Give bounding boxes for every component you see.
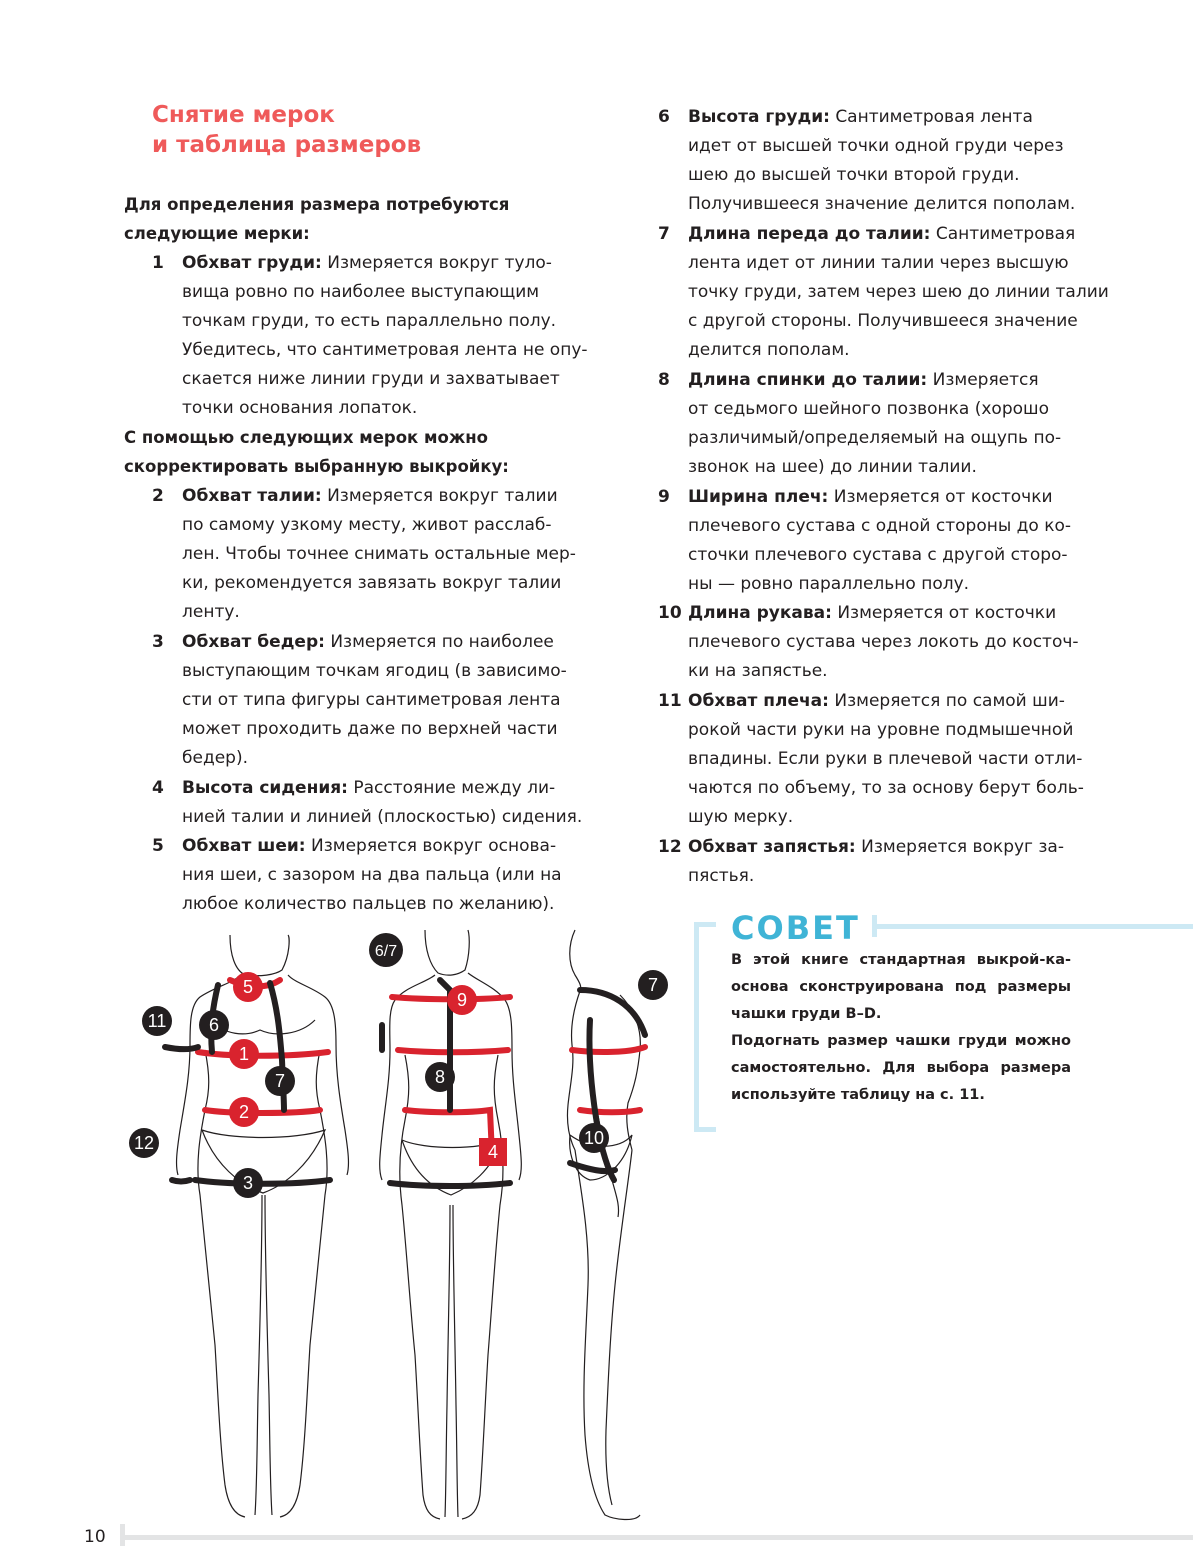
tip-body — [731, 947, 1071, 1109]
item-number: 10 — [658, 603, 682, 623]
title-line-2: и таблица размеров — [152, 132, 422, 158]
label-10 — [579, 1123, 609, 1153]
svg-text:10: 10 — [583, 1128, 605, 1148]
item-number: 4 — [152, 778, 164, 798]
tape-sleeve-length — [589, 1020, 614, 1180]
svg-text:2: 2 — [238, 1102, 250, 1122]
item-number: 3 — [152, 632, 164, 652]
item-term: Обхват груди: — [182, 253, 322, 273]
label-12 — [129, 1128, 159, 1158]
tape-hip-back — [390, 1183, 510, 1186]
svg-text:6/7: 6/7 — [374, 943, 398, 960]
item-number: 5 — [152, 836, 164, 856]
label-6-7 — [369, 933, 403, 967]
svg-text:12: 12 — [133, 1133, 155, 1153]
tape-bust-side — [572, 1047, 645, 1052]
page-number: 10 — [84, 1527, 106, 1547]
figure-labels — [129, 933, 668, 1198]
label-9 — [447, 985, 477, 1015]
measure-item-9: 9 Ширина плеч: Измеряется от косточки плечевого сустава с одной стороны до ко- сточки плечевого сустава с другой сторо- ны — ровно параллельно полу. — [688, 483, 1108, 599]
item-number: 12 — [658, 837, 682, 857]
label-11 — [142, 1006, 172, 1036]
item-term: Длина спинки до талии: — [688, 370, 928, 390]
footer-rule — [120, 1535, 1193, 1540]
item-number: 6 — [658, 107, 670, 127]
tip-frame-bottom — [694, 1127, 716, 1132]
label-4 — [479, 1138, 507, 1166]
svg-text:5: 5 — [242, 977, 254, 997]
label-7-side — [638, 970, 668, 1000]
label-8 — [425, 1062, 455, 1092]
intro2-line-2: скорректировать выбранную выкройку: — [124, 457, 509, 476]
intro1-line-2: следующие мерки: — [124, 224, 310, 243]
tip-paragraph-2: Подогнать размер чашки груди можно самостоятельно. Для выбора размера используйте таблицу на с. 11. — [731, 1033, 1071, 1103]
page-title — [152, 100, 421, 160]
tip-paragraph-1: В этой книге стандартная выкрой-ка-основа сконструирована под размеры чашки груди B–D. — [731, 952, 1071, 1022]
item-term: Длина переда до талии: — [688, 224, 931, 244]
tape-wrist — [172, 1180, 190, 1182]
label-2 — [229, 1097, 259, 1127]
item-number: 9 — [658, 487, 670, 507]
item-term: Обхват шеи: — [182, 836, 306, 856]
label-5 — [233, 972, 263, 1002]
figure-outlines — [177, 930, 641, 1520]
intro2-line-1: С помощью следующих мерок можно — [124, 428, 488, 447]
measure-item-7: 7 Длина переда до талии: Сантиметровая лента идет от линии талии через высшую точку груди, затем через шею до линии талии с другой стороны. Получившееся значение делится пополам. — [688, 220, 1118, 365]
label-7-front — [265, 1066, 295, 1096]
item-term: Обхват запястья: — [688, 837, 856, 857]
intro-required-measurements — [124, 190, 509, 248]
svg-text:11: 11 — [147, 1011, 167, 1031]
measure-item-2: 2 Обхват талии: Измеряется вокруг талии по самому узкому месту, живот расслаб- лен. Чтобы точнее снимать остальные мер- ки, рекомендуется завязать вокруг талии ленту. — [182, 482, 602, 627]
svg-text:4: 4 — [487, 1142, 499, 1162]
measure-item-1: 1 Обхват груди: Измеряется вокруг туло- вища ровно по наиболее выступающим точкам груди, то есть параллельно полу. Убедитесь, что сантиметровая лента не опу- скается ниже линии груди и захватывает точки основания лопаток. — [182, 249, 602, 423]
measure-item-8: 8 Длина спинки до талии: Измеряется от седьмого шейного позвонка (хорошо различимый/определяемый на ощупь по- звонок на шее) до линии талии. — [688, 366, 1108, 482]
label-6 — [199, 1010, 229, 1040]
item-term: Обхват бедер: — [182, 632, 325, 652]
side-figure — [567, 930, 640, 1520]
measure-item-10: 10 Длина рукава: Измеряется от косточки плечевого сустава через локоть до косточ- ки на запястье. — [688, 599, 1108, 686]
measure-item-3: 3 Обхват бедер: Измеряется по наиболее выступающим точкам ягодиц (в зависимо- сти от типа фигуры сантиметровая лента может проходить даже по верхней части бедер). — [182, 628, 602, 773]
svg-text:6: 6 — [208, 1015, 220, 1035]
measurement-tapes — [165, 980, 645, 1186]
item-number: 2 — [152, 486, 164, 506]
item-term: Обхват талии: — [182, 486, 322, 506]
item-number: 1 — [152, 253, 164, 273]
svg-text:9: 9 — [456, 990, 468, 1010]
item-number: 8 — [658, 370, 670, 390]
svg-text:3: 3 — [242, 1173, 254, 1193]
svg-text:1: 1 — [238, 1044, 250, 1064]
intro1-line-1: Для определения размера потребуются — [124, 195, 510, 214]
item-term: Высота груди: — [688, 107, 830, 127]
item-number: 7 — [658, 224, 670, 244]
label-1 — [229, 1039, 259, 1069]
measure-item-12: 12 Обхват запястья: Измеряется вокруг за- пястья. — [688, 833, 1108, 891]
title-line-1: Снятие мерок — [152, 102, 335, 128]
measure-item-4: 4 Высота сидения: Расстояние между ли- нией талии и линией (плоскостью) сидения. — [182, 774, 602, 832]
tape-waist-side — [580, 1110, 640, 1112]
item-term: Обхват плеча: — [688, 691, 829, 711]
tape-waist — [205, 1110, 320, 1113]
item-term: Ширина плеч: — [688, 487, 829, 507]
intro-correction-measurements — [124, 423, 509, 481]
item-term: Длина рукава: — [688, 603, 832, 623]
measure-item-6: 6 Высота груди: Сантиметровая лента идет от высшей точки одной груди через шею до высшей точки второй груди. Получившееся значение делится пополам. — [688, 103, 1108, 219]
tape-seat-height — [405, 1110, 492, 1155]
measure-item-5: 5 Обхват шеи: Измеряется вокруг основа- ния шеи, с зазором на два пальца (или на любое количество пальцев по желанию). — [182, 832, 602, 919]
svg-text:8: 8 — [434, 1067, 446, 1087]
tip-title: СОВЕТ — [731, 909, 860, 947]
tip-frame — [694, 922, 699, 1132]
tip-frame-top — [694, 922, 716, 927]
tape-bust — [198, 1052, 328, 1056]
measurement-figures — [120, 925, 680, 1525]
item-term: Высота сидения: — [182, 778, 348, 798]
measure-item-11: 11 Обхват плеча: Измеряется по самой ши- рокой части руки на уровне подмышечной впадины. Если руки в плечевой части отли- чаются по объему, то за основу берут боль- шую мерку. — [688, 687, 1108, 832]
tip-rule — [872, 924, 1193, 929]
label-3 — [233, 1168, 263, 1198]
tape-upper-arm — [165, 1047, 198, 1049]
svg-text:7: 7 — [647, 975, 659, 995]
svg-text:7: 7 — [274, 1071, 286, 1091]
item-number: 11 — [658, 691, 682, 711]
